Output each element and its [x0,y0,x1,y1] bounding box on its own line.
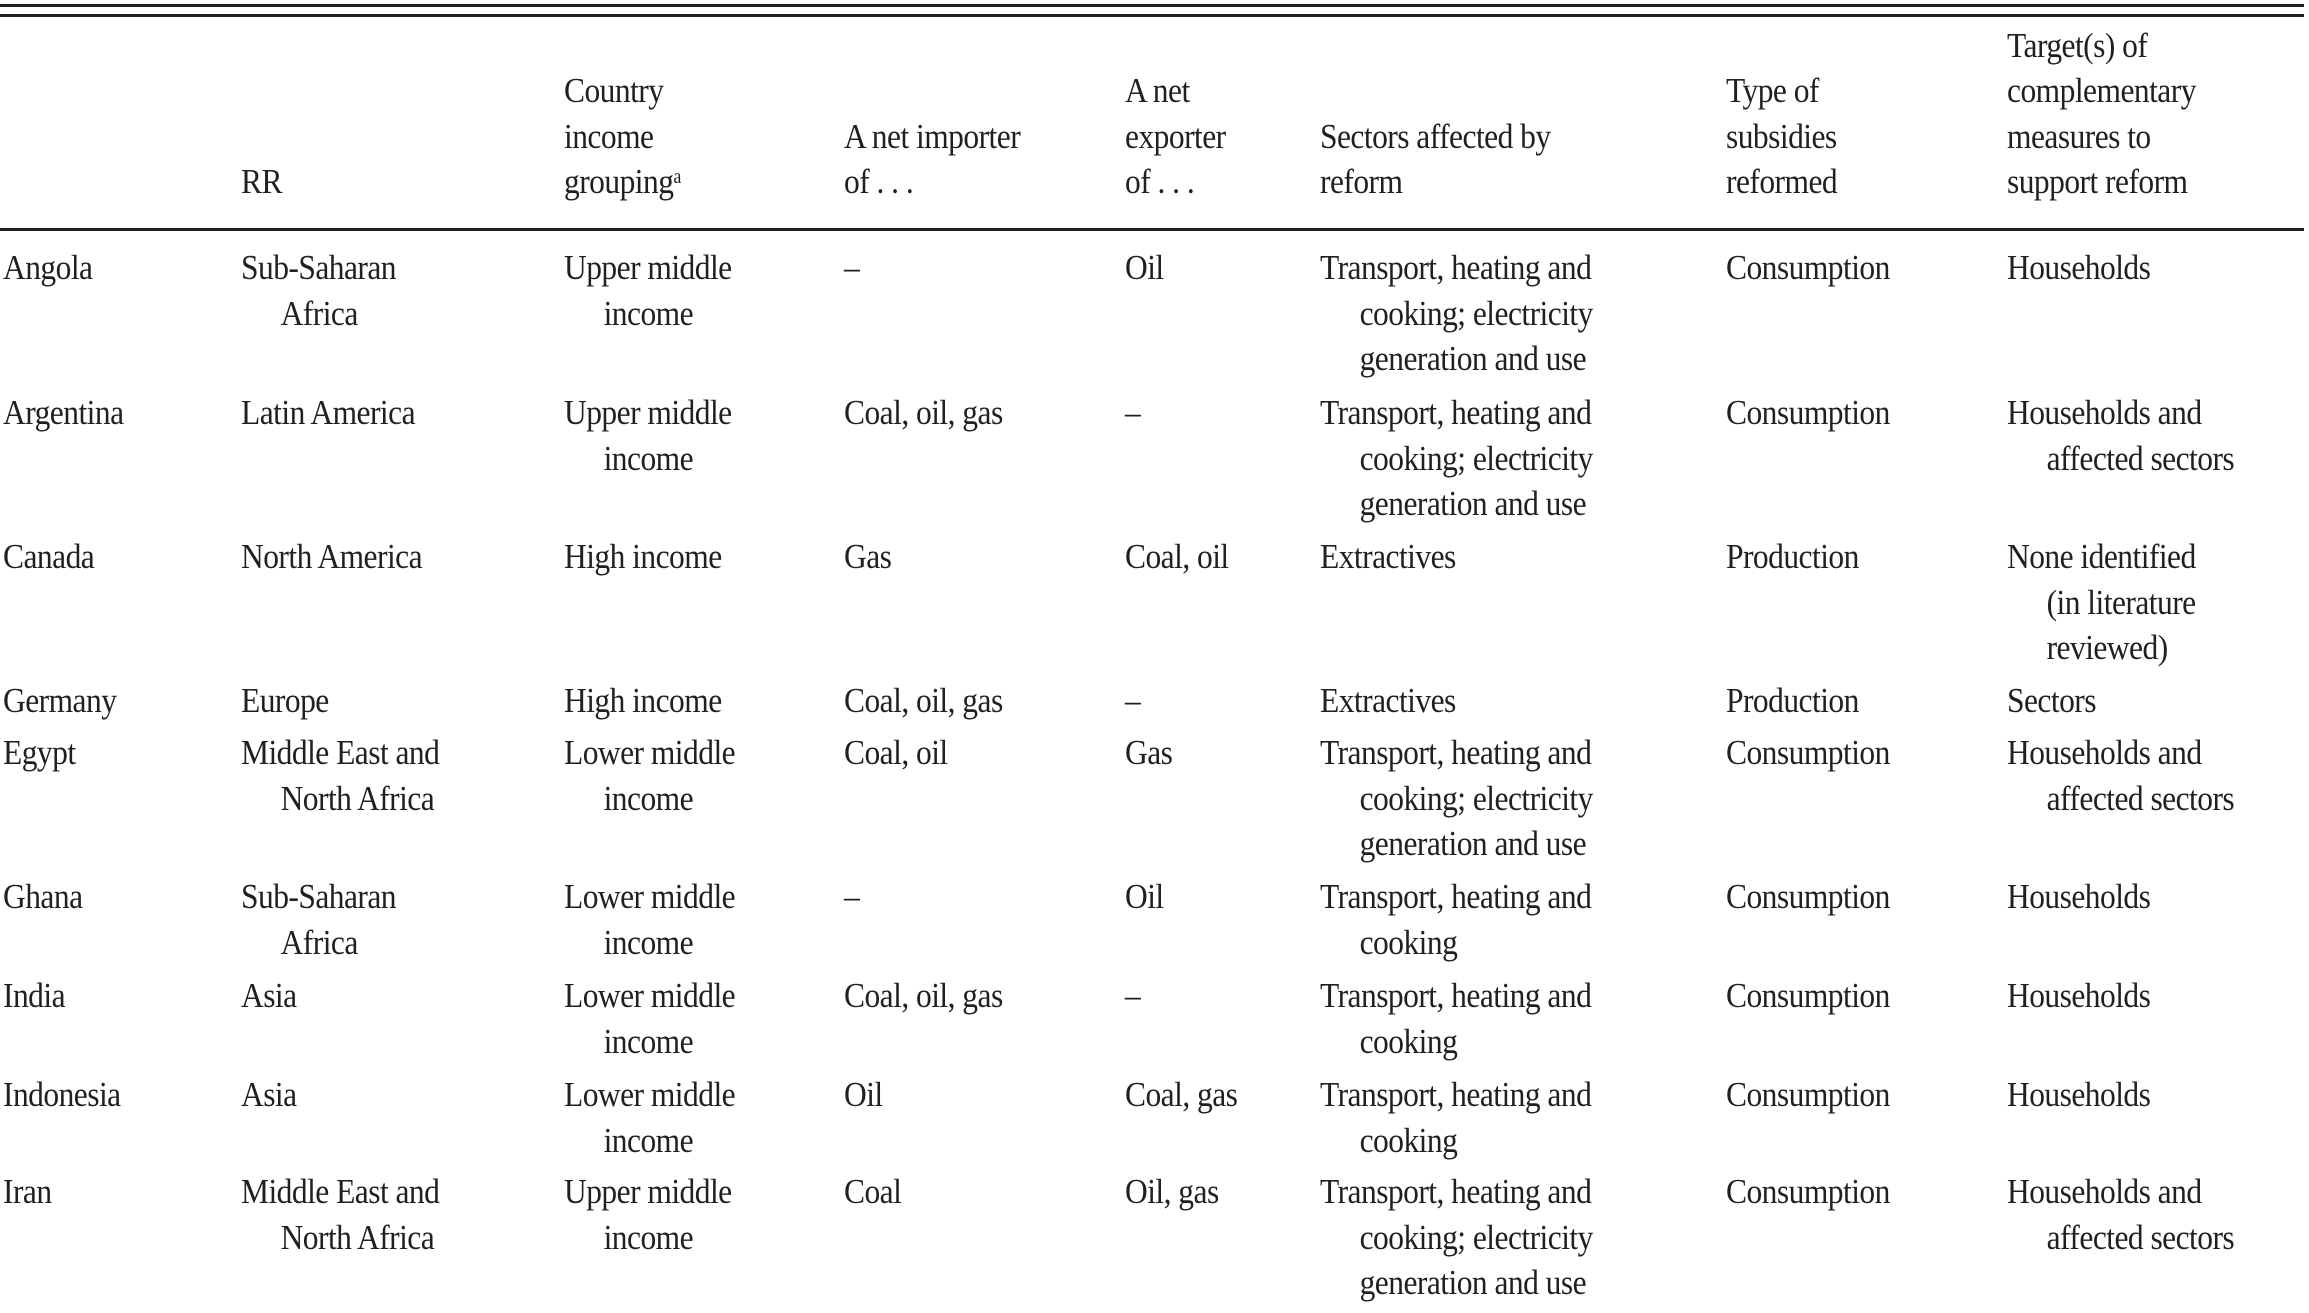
cell-targets [2007,730,2234,821]
cell-targets [2007,973,2150,1019]
cell-income [564,534,722,580]
column-header-line [564,159,681,205]
cell-line: – [844,877,860,916]
cell-line: Coal, oil, gas [844,681,1003,720]
cell-line: Households and [2007,1172,2202,1211]
column-header-line: complementary [2007,71,2196,111]
cell-line: Sub-Saharan [241,877,397,916]
cell-type [1726,245,1890,291]
cell-line: Lower middle [564,733,736,772]
cell-line: North Africa [280,778,435,818]
cell-line: Oil [1125,877,1164,916]
cell-line: Sectors [2007,681,2096,720]
cell-income [564,1072,735,1163]
cell-line: Consumption [1726,248,1890,287]
cell-country [3,534,94,580]
cell-exporter [1125,390,1140,436]
cell-line: cooking; electricity [1359,778,1593,818]
cell-line: Households [2007,1075,2151,1114]
cell-country [3,678,116,724]
cell-country [3,730,76,776]
cell-line: Middle East and [241,1172,440,1211]
cell-line: Asia [241,976,297,1015]
cell-line: – [1125,681,1141,720]
cell-targets [2007,1072,2150,1118]
cell-line: Coal, oil [1125,537,1229,576]
column-header-rr [241,159,282,205]
cell-line: cooking; electricity [1359,293,1593,333]
cell-line: Transport, heating and [1320,393,1592,432]
cell-rr [241,1072,297,1118]
cell-line: affected sectors [2046,778,2235,818]
cell-importer [844,1169,901,1215]
cell-line: generation and use [1359,824,1587,864]
cell-exporter [1125,730,1172,776]
cell-income [564,390,732,481]
cell-type [1726,678,1859,724]
cell-line: affected sectors [2046,438,2235,478]
cell-income [564,245,732,336]
cell-line: Africa [280,293,358,333]
cell-line: Middle East and [241,733,440,772]
cell-line: Lower middle [564,976,736,1015]
column-header-exporter [1125,68,1226,205]
cell-line: North America [241,537,423,576]
cell-type [1726,1072,1890,1118]
cell-line: Transport, heating and [1320,733,1592,772]
cell-type [1726,534,1859,580]
cell-line: Consumption [1726,393,1890,432]
cell-line: Transport, heating and [1320,976,1592,1015]
column-header-line: reform [1320,162,1403,202]
cell-line: Consumption [1726,733,1890,772]
cell-type [1726,1169,1890,1215]
cell-exporter [1125,1072,1237,1118]
cell-line: cooking [1359,1120,1458,1160]
cell-line: Oil [1125,248,1164,287]
cell-type [1726,973,1890,1019]
cell-line: generation and use [1359,339,1587,379]
cell-sectors [1320,534,1456,580]
cell-sectors [1320,1169,1593,1306]
cell-line: cooking; electricity [1359,1217,1593,1257]
cell-income [564,730,735,821]
cell-line: Extractives [1320,537,1456,576]
cell-line: Asia [241,1075,297,1114]
cell-line: Transport, heating and [1320,1075,1592,1114]
cell-line: Indonesia [3,1075,121,1114]
cell-line: Oil [844,1075,883,1114]
cell-targets [2007,874,2150,920]
column-header-income [564,68,681,205]
cell-exporter [1125,1169,1219,1215]
cell-line: Consumption [1726,1172,1890,1211]
cell-line: Europe [241,681,329,720]
cell-importer [844,874,859,920]
cell-exporter [1125,245,1164,291]
cell-targets [2007,390,2234,481]
cell-line: Upper middle [564,248,732,287]
column-header-line: Sectors affected by [1320,116,1551,156]
cell-line: cooking; electricity [1359,438,1593,478]
cell-line: Consumption [1726,877,1890,916]
cell-importer [844,534,891,580]
cell-rr [241,534,422,580]
cell-country [3,1169,52,1215]
cell-line: Germany [3,681,117,720]
cell-sectors [1320,245,1593,382]
cell-line: Households [2007,248,2151,287]
cell-country [3,390,124,436]
cell-line: Transport, heating and [1320,877,1592,916]
cell-line: Ghana [3,877,83,916]
cell-line: – [1125,976,1141,1015]
cell-line: Oil, gas [1125,1172,1219,1211]
column-header-line: of . . . [844,162,914,202]
cell-line: Coal, oil [844,733,948,772]
footnote-marker: a [673,166,681,189]
cell-line: Households and [2007,393,2202,432]
header-rule [0,228,2304,231]
cell-line: income [603,438,694,478]
cell-importer [844,678,1003,724]
column-header-line: A net [1125,71,1190,111]
cell-line: Upper middle [564,393,732,432]
cell-line: generation and use [1359,484,1587,524]
cell-type [1726,730,1890,776]
cell-importer [844,730,948,776]
cell-income [564,1169,732,1260]
cell-line: – [844,248,860,287]
cell-importer [844,245,859,291]
column-header-line: Type of [1726,71,1819,111]
cell-line: income [603,293,694,333]
cell-line: Iran [3,1172,52,1211]
cell-importer [844,390,1003,436]
cell-line: Angola [3,248,93,287]
cell-country [3,874,83,920]
cell-targets [2007,245,2150,291]
column-header-line: RR [241,162,282,202]
top-rule-lower [0,14,2304,17]
cell-line: income [603,778,694,818]
cell-rr [241,730,439,821]
cell-line: Coal [844,1172,902,1211]
column-header-sectors [1320,114,1551,205]
cell-line: Egypt [3,733,76,772]
column-header-line: subsidies [1726,116,1837,156]
cell-line: Production [1726,681,1859,720]
cell-country [3,1072,121,1118]
cell-income [564,678,722,724]
column-header-line: reformed [1726,162,1838,202]
cell-line: Gas [844,537,892,576]
cell-type [1726,874,1890,920]
cell-line: Coal, gas [1125,1075,1238,1114]
cell-rr [241,678,329,724]
cell-rr [241,245,396,336]
cell-line: Latin America [241,393,416,432]
cell-line: reviewed) [2046,628,2168,668]
cell-line: cooking [1359,1021,1458,1061]
column-header-importer [844,114,1020,205]
cell-line: Transport, heating and [1320,1172,1592,1211]
cell-line: Consumption [1726,976,1890,1015]
cell-line: Lower middle [564,877,736,916]
column-header-type [1726,68,1837,205]
cell-line: cooking [1359,922,1458,962]
cell-income [564,973,735,1064]
cell-rr [241,390,415,436]
column-header-line: measures to [2007,116,2151,156]
cell-line: Africa [280,922,358,962]
cell-line: Production [1726,537,1859,576]
cell-line: generation and use [1359,1263,1587,1303]
cell-targets [2007,1169,2234,1260]
cell-line: Coal, oil, gas [844,393,1003,432]
cell-rr [241,1169,439,1260]
column-header-line: of . . . [1125,162,1195,202]
cell-rr [241,973,297,1019]
column-header-targets [2007,23,2196,205]
cell-line: Lower middle [564,1075,736,1114]
cell-line: High income [564,681,722,720]
cell-sectors [1320,390,1593,527]
cell-line: affected sectors [2046,1217,2235,1257]
cell-exporter [1125,874,1164,920]
cell-type [1726,390,1890,436]
column-header-line: Target(s) of [2007,25,2148,65]
cell-line: Consumption [1726,1075,1890,1114]
column-header-line: exporter [1125,116,1226,156]
cell-line: Transport, heating and [1320,248,1592,287]
cell-line: India [3,976,66,1015]
cell-targets [2007,678,2096,724]
cell-line: income [603,1120,694,1160]
column-header-line: A net importer [844,116,1021,156]
cell-sectors [1320,730,1593,867]
cell-line: Canada [3,537,95,576]
column-header-line: Country [564,71,664,111]
cell-line: income [603,1217,694,1257]
cell-sectors [1320,874,1591,965]
cell-line: Sub-Saharan [241,248,397,287]
cell-line: High income [564,537,722,576]
cell-line: Coal, oil, gas [844,976,1003,1015]
top-rule-upper [0,4,2304,7]
cell-line: – [1125,393,1141,432]
cell-line: income [603,922,694,962]
cell-line: None identified [2007,537,2196,576]
column-header-text: grouping [564,162,674,202]
cell-rr [241,874,396,965]
cell-line: Households and [2007,733,2202,772]
cell-exporter [1125,534,1229,580]
cell-exporter [1125,678,1140,724]
cell-line: Extractives [1320,681,1456,720]
cell-line: North Africa [280,1217,435,1257]
cell-sectors [1320,678,1456,724]
cell-targets [2007,534,2196,671]
cell-sectors [1320,973,1591,1064]
cell-exporter [1125,973,1140,1019]
column-header-line: support reform [2007,162,2188,202]
cell-income [564,874,735,965]
cell-country [3,973,65,1019]
cell-line: Households [2007,976,2151,1015]
cell-line: Households [2007,877,2151,916]
column-header-line: income [564,116,654,156]
cell-line: Gas [1125,733,1173,772]
cell-country [3,245,92,291]
cell-line: income [603,1021,694,1061]
cell-importer [844,973,1003,1019]
cell-line: (in literature [2046,582,2196,622]
cell-line: Upper middle [564,1172,732,1211]
cell-line: Argentina [3,393,124,432]
cell-importer [844,1072,883,1118]
cell-sectors [1320,1072,1591,1163]
